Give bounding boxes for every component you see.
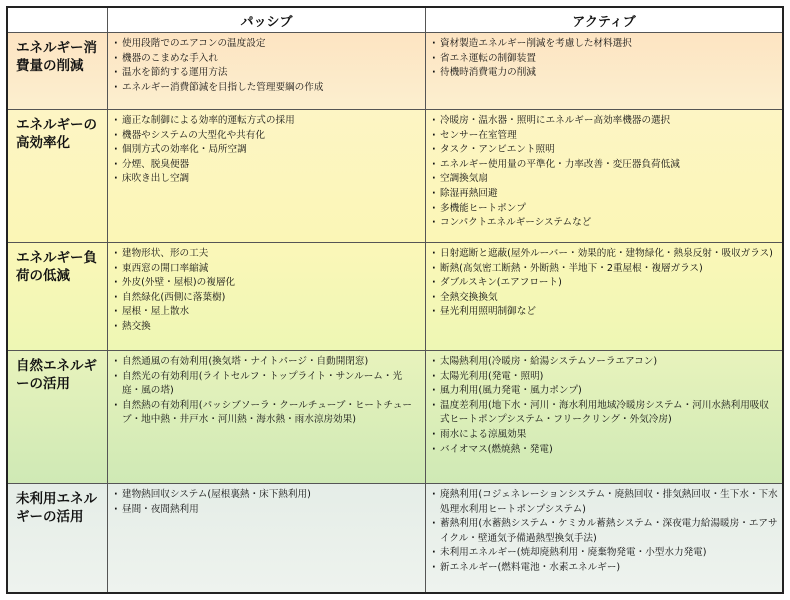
row-passive-natural (108, 351, 426, 484)
row-title-efficiency: エネルギーの高効率化 (8, 110, 108, 243)
list-item: · 未利用エネルギー(焼却廃熱利用・廃棄物発電・小型水力発電) (432, 546, 778, 561)
list-item: · 多機能ヒートポンプ (432, 202, 778, 217)
list-item: · 自然通風の有効利用(換気塔・ナイトパージ・自動開閉窓) (114, 355, 421, 370)
list-item: · センサー在室管理 (432, 129, 778, 144)
row-title-unused: 未利用エネルギーの活用 (8, 484, 108, 592)
active-list (426, 243, 782, 320)
list-item: · 建物熱回収システム(屋根裏熱・床下熱利用) (114, 488, 421, 503)
row-active-unused (426, 484, 782, 592)
passive-list (108, 484, 425, 517)
list-item: · エネルギー使用量の平準化・力率改善・変圧器負荷低減 (432, 158, 778, 173)
list-item: · 資材製造エネルギー削減を考慮した材料選択 (432, 37, 778, 52)
list-item: · 太陽光利用(発電・照明) (432, 370, 778, 385)
row-title-load: エネルギー負荷の低減 (8, 243, 108, 351)
list-item: · 除湿再熱回避 (432, 187, 778, 202)
list-item: · エネルギー消費節減を目指した管理要綱の作成 (114, 81, 421, 96)
list-item: · 機器のこまめな手入れ (114, 52, 421, 67)
list-item: · 冷暖房・温水器・照明にエネルギー高効率機器の選択 (432, 114, 778, 129)
list-item: · 自然緑化(西側に落葉樹) (114, 291, 421, 306)
row-title-consumption: エネルギー消費量の削減 (8, 33, 108, 110)
list-item: · 建物形状、形の工夫 (114, 247, 421, 262)
list-item: · 待機時消費電力の削減 (432, 66, 778, 81)
active-list (426, 33, 782, 81)
list-item: · 太陽熱利用(冷暖房・給湯システムソーラエアコン) (432, 355, 778, 370)
row-passive-consumption (108, 33, 426, 110)
list-item: · バイオマス(燃焼熱・発電) (432, 443, 778, 458)
row-active-efficiency (426, 110, 782, 243)
row-title-natural: 自然エネルギーの活用 (8, 351, 108, 484)
list-item: · 廃熱利用(コジェネレーションシステム・廃熱回収・排気熱回収・生下水・下水処理水利用ヒートポンプシステム) (432, 488, 778, 517)
list-item: · 蓄熱利用(水蓄熱システム・ケミカル蓄熱システム・深夜電力給湯暖房・エアサイクル・壁通気予備過熱型換気手法) (432, 517, 778, 546)
list-item: · 新エネルギー(燃料電池・水素エネルギー) (432, 561, 778, 576)
list-item: · 熱交換 (114, 320, 421, 335)
list-item: · タスク・アンビエント照明 (432, 143, 778, 158)
energy-measures-table (6, 6, 784, 594)
list-item: · 使用段階でのエアコンの温度設定 (114, 37, 421, 52)
list-item: · 自然光の有効利用(ライトセルフ・トップライト・サンルーム・光庭・風の塔) (114, 370, 421, 399)
list-item: · 自然熱の有効利用(パッシブソーラ・クールチューブ・ヒートチューブ・地中熱・井戸水・河川熱・海水熱・雨水涼房効果) (114, 399, 421, 428)
list-item: · 床吹き出し空調 (114, 172, 421, 187)
list-item: · 機器やシステムの大型化や共有化 (114, 129, 421, 144)
list-item: · 風力利用(風力発電・風力ポンプ) (432, 384, 778, 399)
list-item: · 雨水による涼風効果 (432, 428, 778, 443)
list-item: · 屋根・屋上散水 (114, 305, 421, 320)
passive-list (108, 243, 425, 335)
row-active-natural (426, 351, 782, 484)
list-item: · 空調換気扇 (432, 172, 778, 187)
header-corner (8, 8, 108, 33)
row-passive-efficiency (108, 110, 426, 243)
list-item: · 省エネ運転の制御装置 (432, 52, 778, 67)
list-item: · 温水を節約する運用方法 (114, 66, 421, 81)
list-item: · 東西窓の開口率縮減 (114, 262, 421, 277)
active-list (426, 351, 782, 457)
list-item: · 分煙、脱臭便器 (114, 158, 421, 173)
row-active-load (426, 243, 782, 351)
row-active-consumption (426, 33, 782, 110)
passive-list (108, 110, 425, 187)
list-item: · 温度差利用(地下水・河川・海水利用地域冷暖房システム・河川水熱利用吸収式ヒートポンプシステム・フリークリング・外気冷房) (432, 399, 778, 428)
list-item: · 適正な制御による効率的運転方式の採用 (114, 114, 421, 129)
list-item: · 昼光利用照明制御など (432, 305, 778, 320)
list-item: · コンパクトエネルギーシステムなど (432, 216, 778, 231)
row-passive-unused (108, 484, 426, 592)
header-active: アクティブ (426, 8, 782, 33)
list-item: · 全熱交換換気 (432, 291, 778, 306)
list-item: · 断熱(高気密工断熱・外断熱・半地下・2重屋根・複層ガラス) (432, 262, 778, 277)
passive-list (108, 33, 425, 95)
list-item: · 昼間・夜間熱利用 (114, 503, 421, 518)
list-item: · 外皮(外壁・屋根)の複層化 (114, 276, 421, 291)
row-passive-load (108, 243, 426, 351)
passive-list (108, 351, 425, 428)
list-item: · ダブルスキン(エアフロート) (432, 276, 778, 291)
list-item: · 個別方式の効率化・局所空調 (114, 143, 421, 158)
active-list (426, 110, 782, 231)
header-passive: パッシブ (108, 8, 426, 33)
list-item: · 日射遮断と遮蔽(屋外ルーバー・効果的庇・建物緑化・熱泉反射・吸収ガラス) (432, 247, 778, 262)
active-list (426, 484, 782, 576)
